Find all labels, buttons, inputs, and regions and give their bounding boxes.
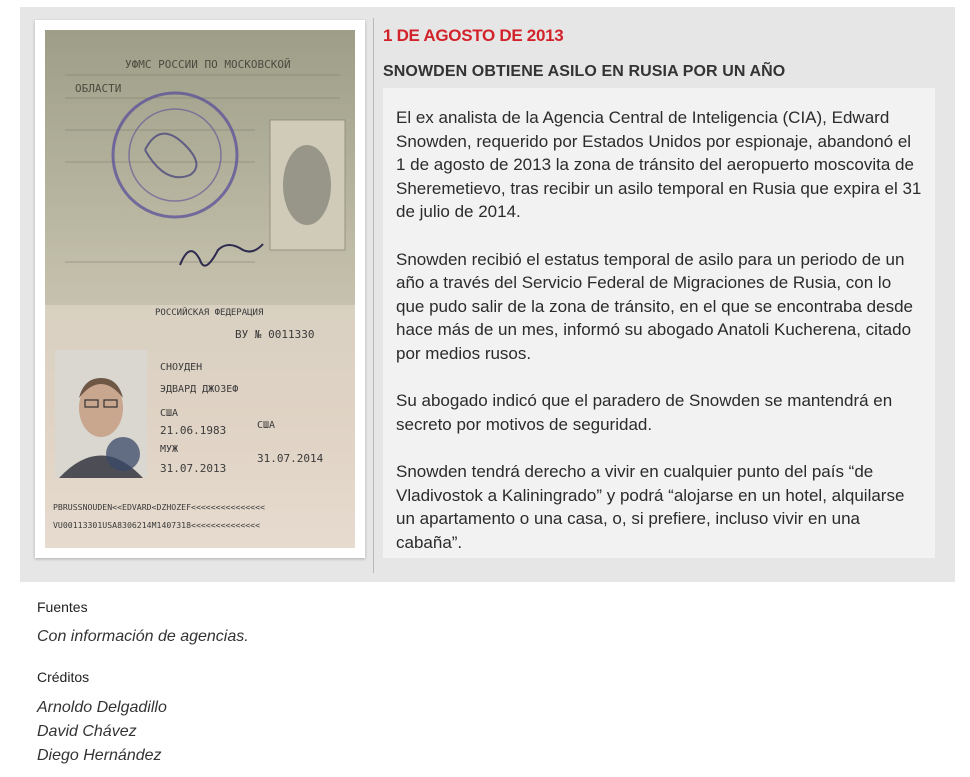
issue-date: 31.07.2013 <box>160 462 227 475</box>
credits-label: Créditos <box>37 669 90 685</box>
credit-name: David Chávez <box>37 723 137 740</box>
mrz-line-1: PBRUSSNOUDEN<<EDVARD<DZHOZEF<<<<<<<<<<<<<<< <box>53 502 265 512</box>
portrait-photo <box>55 350 147 478</box>
article-headline: SNOWDEN OBTIENE ASILO EN RUSIA POR UN AÑO <box>383 63 786 80</box>
birth-place: США <box>257 420 276 431</box>
mrz-line-2: VU00113301USA8306214M1407318<<<<<<<<<<<<<< <box>53 520 261 530</box>
nationality: США <box>160 408 179 419</box>
article-paragraph: Su abogado indicó que el paradero de Snowden se mantendrá en secreto por motivos de seguridad. <box>396 391 893 434</box>
surname: СНОУДЕН <box>160 362 203 373</box>
given-name: ЭДВАРД ДЖОЗЕФ <box>160 384 239 395</box>
column-divider <box>373 18 374 573</box>
official-stamp <box>113 93 237 217</box>
article-paragraph: Snowden tendrá derecho a vivir en cualquier punto del país “de Vladivostok a Kaliningrado” y podrá “alojarse en un hotel, alquilarse un apartamento o una casa, o, si prefiere, incluso vivir en una cabaña”. <box>396 461 905 552</box>
article-body <box>383 88 935 558</box>
expiry-date: 31.07.2014 <box>257 452 324 465</box>
sources-label: Fuentes <box>37 599 88 615</box>
country-name: РОССИЙСКАЯ ФЕДЕРАЦИЯ <box>155 308 264 318</box>
sources-text: Con información de agencias. <box>37 628 249 645</box>
article-paragraph: El ex analista de la Agencia Central de Inteligencia (CIA), Edward Snowden, requerido por Estados Unidos por espionaje, abandonó el 1 de agosto de 2013 la zona de tránsito del aeropuerto moscovita de Sheremetievo, tras recibir un asilo temporal en Rusia que expira el 31 de julio de 2014. <box>396 108 922 222</box>
asylum-document-photo <box>45 30 355 548</box>
document-photo-frame <box>35 20 365 558</box>
document-illustration <box>45 30 355 548</box>
article-paragraph: Snowden recibió el estatus temporal de asilo para un periodo de un año a través del Servicio Federal de Migraciones de Rusia, con lo que pudo salir de la zona de tránsito, en el que se encontraba desde hace más de un mes, informó su abogado Anatoli Kucherena, citado por medios rusos. <box>396 249 913 363</box>
fingerprint <box>283 145 331 225</box>
document-number: ВУ № 0011330 <box>235 328 315 341</box>
issuer-line-1: УФМС РОССИИ ПО МОСКОВСКОЙ <box>125 58 291 71</box>
article-date: 1 DE AGOSTO DE 2013 <box>383 26 564 45</box>
sex: МУЖ <box>160 444 179 455</box>
birth-date: 21.06.1983 <box>160 424 227 437</box>
credit-name: Diego Hernández <box>37 747 162 764</box>
credit-name: Arnoldo Delgadillo <box>37 699 167 716</box>
issuer-line-2: ОБЛАСТИ <box>75 82 122 95</box>
